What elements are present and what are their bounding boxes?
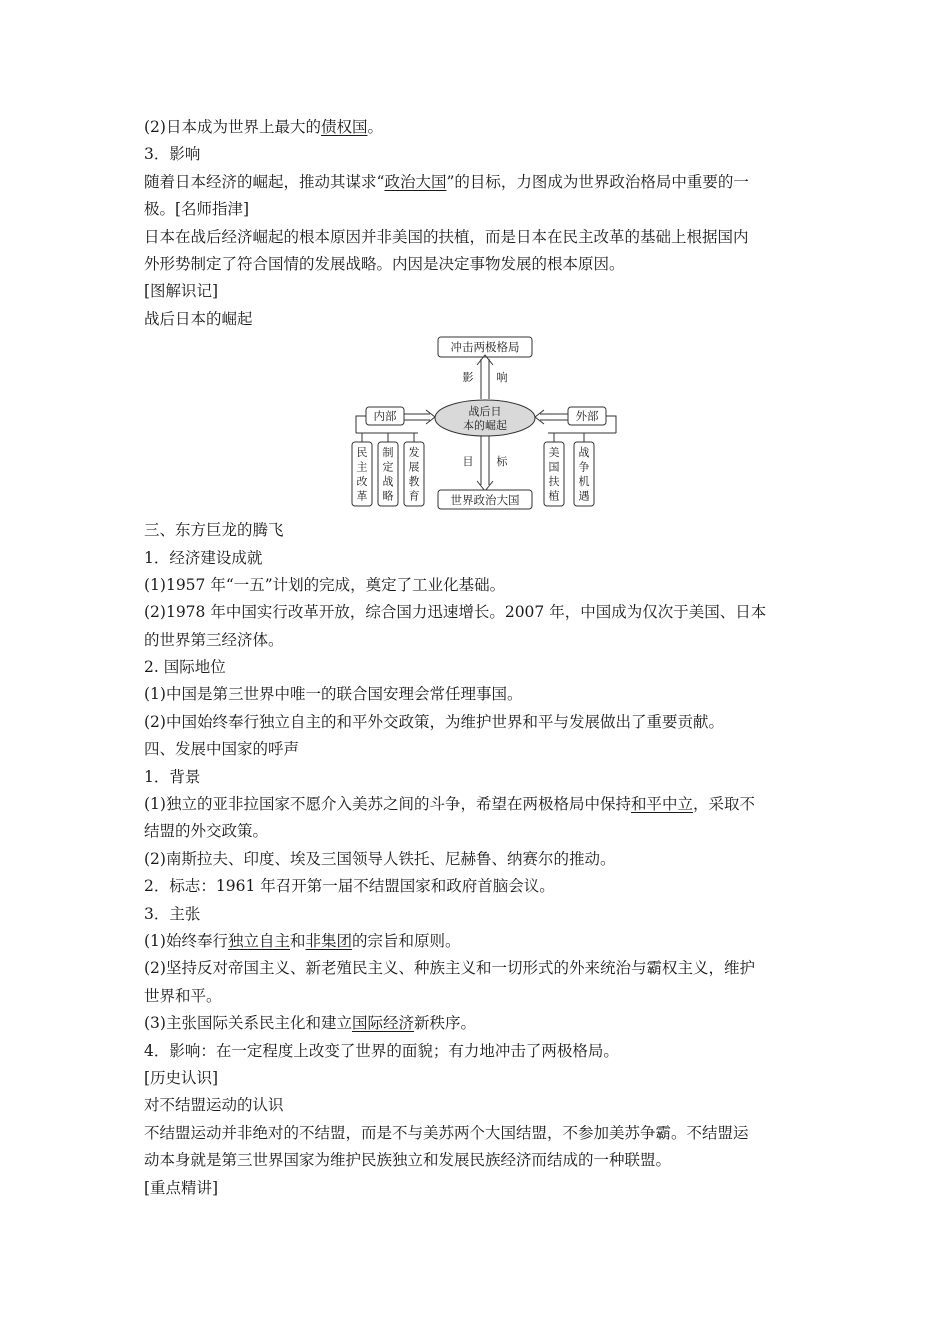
section-label: [历史认识] (144, 1068, 219, 1087)
left-item-char: 略 (382, 489, 394, 503)
paragraph-line: (3)主张国际关系民主化和建立国际经济新秩序。 (144, 1014, 476, 1033)
right-item-char: 美 (548, 446, 560, 460)
paragraph-line: 结盟的外交政策。 (144, 822, 269, 841)
left-item-char: 制 (382, 446, 394, 460)
center-label-1: 战后日 (468, 405, 502, 419)
subheading: 2. 国际地位 (144, 658, 226, 677)
right-item-char: 扶 (548, 475, 560, 489)
underlined-term: 和平中立 (630, 795, 693, 814)
section-label: [重点精讲] (144, 1178, 219, 1197)
subheading: 2．标志：1961 年召开第一届不结盟国家和政府首脑会议。 (144, 877, 555, 896)
subheading: 3．主张 (144, 904, 201, 923)
paragraph-line: (2)中国始终奉行独立自主的和平外交政策，为维护世界和平与发展做出了重要贡献。 (144, 712, 724, 731)
bottom-box-label: 世界政治大国 (450, 493, 520, 508)
diagram-svg (344, 335, 634, 515)
section-heading: 四、发展中国家的呼声 (144, 740, 300, 759)
left-arrow-head (426, 410, 435, 424)
subheading: 对不结盟运动的认识 (144, 1096, 284, 1115)
top-box-label: 冲击两极格局 (450, 340, 520, 355)
left-item-char: 改 (356, 475, 368, 489)
paragraph-line: (2)南斯拉夫、印度、埃及三国领导人铁托、尼赫鲁、纳赛尔的推动。 (144, 849, 616, 868)
paragraph-line: 动本身就是第三世界国家为维护民族独立和发展民族经济而结成的一种联盟。 (144, 1151, 672, 1170)
right-box-label: 外部 (575, 409, 599, 424)
paragraph-line: 外形势制定了符合国情的发展战略。内因是决定事物发展的根本原因。 (144, 254, 625, 273)
paragraph-line: 随着日本经济的崛起，推动其谋求“政治大国”的目标，力图成为世界政治格局中重要的一 (144, 172, 749, 191)
paragraph-line: 极。[名师指津] (144, 200, 250, 219)
left-item-char: 战 (382, 475, 394, 489)
diagram-title: 战后日本的崛起 (144, 309, 253, 328)
left-item-char: 民 (356, 446, 368, 460)
paragraph-line: (1)1957 年“一五”计划的完成，奠定了工业化基础。 (144, 575, 506, 594)
paragraph-line: (2)日本成为世界上最大的债权国。 (144, 118, 383, 136)
right-item-char: 机 (578, 475, 590, 489)
down-label-1: 目 (462, 455, 474, 469)
underlined-term: 政治大国 (384, 172, 447, 191)
center-label-2: 本的崛起 (463, 419, 507, 433)
left-item-char: 主 (356, 460, 368, 474)
left-item-char: 育 (408, 489, 420, 503)
paragraph-line: (2)1978 年中国实行改革开放，综合国力迅速增长。2007 年，中国成为仅次于美国、日本 (144, 603, 767, 622)
left-item-char: 定 (382, 460, 394, 474)
right-item-char: 国 (548, 460, 560, 474)
right-item-char: 战 (578, 446, 590, 460)
right-item-char: 遇 (578, 489, 590, 503)
right-arrow-head (535, 410, 544, 424)
paragraph-line: (1)中国是第三世界中唯一的联合国安理会常任理事国。 (144, 685, 523, 704)
subheading: 1．经济建设成就 (144, 548, 263, 567)
section-label: [图解识记] (144, 282, 219, 301)
paragraph-line: (1)始终奉行独立自主和非集团的宗旨和原则。 (144, 931, 461, 950)
left-item-char: 教 (408, 475, 420, 489)
paragraph-line: (2)坚持反对帝国主义、新老殖民主义、种族主义和一切形式的外来统治与霸权主义，维护 (144, 959, 755, 978)
right-items (544, 442, 594, 506)
up-label-2: 响 (496, 371, 508, 385)
paragraph-line: 的世界第三经济体。 (144, 630, 284, 649)
heading: 3．影响 (144, 145, 201, 164)
underlined-term: 国际经济 (351, 1014, 414, 1033)
left-items (352, 442, 424, 506)
right-item-char: 植 (548, 489, 560, 503)
paragraph-line: 世界和平。 (144, 986, 222, 1005)
underlined-term: 非集团 (305, 931, 353, 950)
concept-diagram (144, 335, 810, 517)
document-page (144, 114, 810, 1202)
left-item-char: 革 (356, 489, 368, 503)
left-box-label: 内部 (373, 409, 397, 424)
paragraph-line: 不结盟运动并非绝对的不结盟，而是不与美苏两个大国结盟，不参加美苏争霸。不结盟运 (144, 1123, 749, 1142)
subheading: 1．背景 (144, 767, 201, 786)
paragraph-line: (1)独立的亚非拉国家不愿介入美苏之间的斗争，希望在两极格局中保持和平中立，采取不 (144, 795, 755, 814)
left-item-char: 展 (408, 460, 420, 474)
right-item-char: 争 (578, 460, 590, 474)
underlined-term: 债权国 (320, 118, 368, 136)
left-item-char: 发 (408, 446, 420, 460)
subheading: 4．影响：在一定程度上改变了世界的面貌；有力地冲击了两极格局。 (144, 1041, 619, 1060)
section-heading: 三、东方巨龙的腾飞 (144, 521, 284, 540)
up-label-1: 影 (462, 371, 474, 385)
paragraph-line: 日本在战后经济崛起的根本原因并非美国的扶植，而是日本在民主改革的基础上根据国内 (144, 227, 749, 246)
down-label-2: 标 (496, 455, 508, 469)
underlined-term: 独立自主 (227, 931, 290, 950)
